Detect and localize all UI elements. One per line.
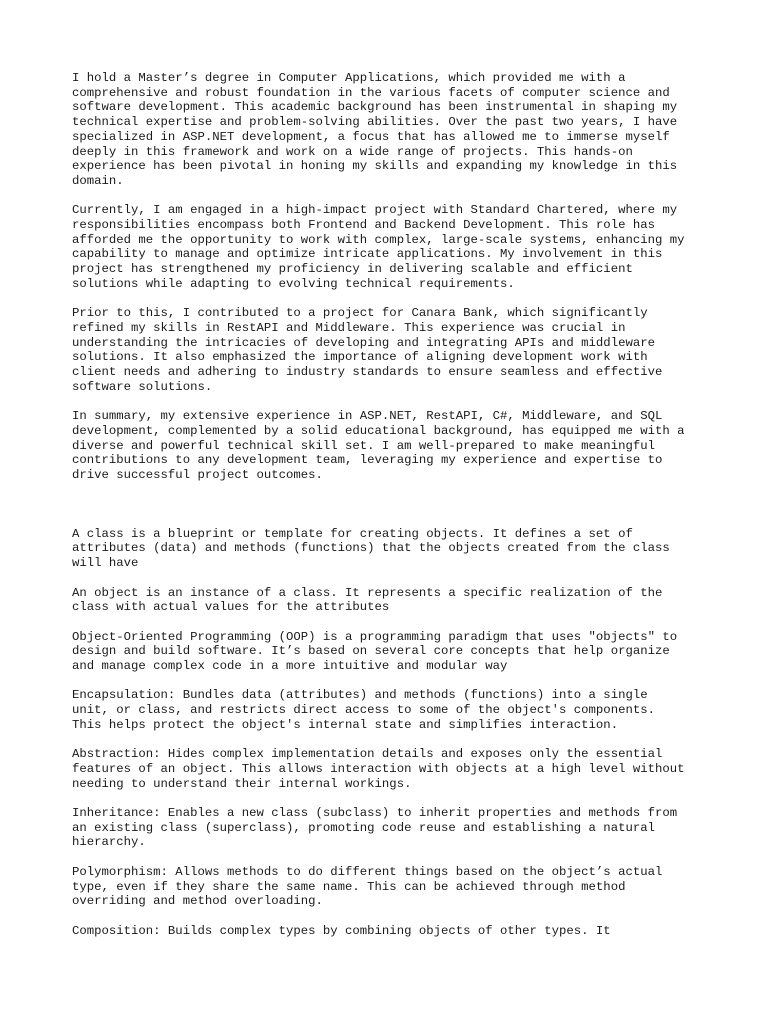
text-line: overriding and method overloading. — [72, 894, 323, 909]
text-line: client needs and adhering to industry standards to ensure seamless and effective — [72, 365, 663, 380]
text-line: I hold a Master’s degree in Computer Applications, which provided me with a — [72, 71, 626, 85]
oop-notes-section — [72, 527, 712, 939]
text-line: attributes (data) and methods (functions) that the objects created from the class — [72, 541, 670, 556]
paragraph-summary — [72, 409, 712, 483]
paragraph-education — [72, 71, 712, 189]
text-line: understanding the intricacies of developing and integrating APIs and middleware — [72, 335, 655, 350]
text-line: Polymorphism: Allows methods to do different things based on the object’s actual — [72, 864, 663, 879]
text-line: class with actual values for the attributes — [72, 600, 390, 615]
text-line: Currently, I am engaged in a high-impact project with Standard Chartered, where my — [72, 203, 678, 218]
text-line: This helps protect the object's internal state and simplifies interaction. — [72, 717, 619, 732]
experience-section — [72, 71, 712, 483]
text-line: afforded me the opportunity to work with complex, large-scale systems, enhancing my — [72, 232, 685, 247]
text-line: Composition: Builds complex types by combining objects of other types. It — [72, 923, 611, 938]
paragraph-inheritance — [72, 806, 712, 850]
text-line: Object-Oriented Programming (OOP) is a programming paradigm that uses "objects" to — [72, 629, 678, 644]
text-line: refined my skills in RestAPI and Middleware. This experience was crucial in — [72, 320, 626, 335]
text-line: A class is a blueprint or template for creating objects. It defines a set of — [72, 526, 633, 541]
text-line: needing to understand their internal workings. — [72, 776, 412, 791]
text-line: In summary, my extensive experience in ASP.NET, RestAPI, C#, Middleware, and SQL — [72, 409, 663, 424]
text-line: and manage complex code in a more intuitive and modular way — [72, 659, 508, 674]
text-line: experience has been pivotal in honing my skills and expanding my knowledge in this — [72, 159, 678, 174]
text-line: specialized in ASP.NET development, a focus that has allowed me to immerse myself — [72, 129, 670, 144]
text-line: diverse and powerful technical skill set. I am well-prepared to make meaningful — [72, 438, 655, 453]
text-line: Prior to this, I contributed to a project for Canara Bank, which significantly — [72, 306, 648, 321]
text-line: solutions while adapting to evolving technical requirements. — [72, 276, 515, 291]
text-line: An object is an instance of a class. It represents a specific realization of the — [72, 585, 663, 600]
text-line: type, even if they share the same name. This can be achieved through method — [72, 879, 626, 894]
text-line: design and build software. It’s based on several core concepts that help organize — [72, 644, 670, 659]
text-line: will have — [72, 556, 139, 571]
paragraph-polymorphism — [72, 865, 712, 909]
paragraph-encapsulation — [72, 688, 712, 732]
text-line: development, complemented by a solid educational background, has equipped me with a — [72, 423, 685, 438]
text-line: unit, or class, and restricts direct access to some of the object's components. — [72, 703, 655, 718]
text-line: an existing class (superclass), promoting code reuse and establishing a natural — [72, 820, 655, 835]
text-line: solutions. It also emphasized the importance of aligning development work with — [72, 350, 648, 365]
text-line: project has strengthened my proficiency in delivering scalable and efficient — [72, 262, 633, 277]
paragraph-oop-definition — [72, 630, 712, 674]
text-line: hierarchy. — [72, 835, 146, 850]
section-spacer — [72, 497, 712, 526]
paragraph-class-definition — [72, 527, 712, 571]
text-line: features of an object. This allows interaction with objects at a high level without — [72, 761, 685, 776]
text-line: software development. This academic background has been instrumental in shaping my — [72, 100, 678, 115]
text-line: Abstraction: Hides complex implementation details and exposes only the essential — [72, 747, 663, 762]
paragraph-composition — [72, 924, 712, 939]
text-line: capability to manage and optimize intricate applications. My involvement in this — [72, 247, 663, 262]
paragraph-current-project — [72, 203, 712, 291]
paragraph-abstraction — [72, 747, 712, 791]
paragraph-object-definition — [72, 586, 712, 615]
text-line: comprehensive and robust foundation in the various facets of computer science and — [72, 85, 670, 100]
text-line: deeply in this framework and work on a wide range of projects. This hands-on — [72, 144, 633, 159]
text-line: Inheritance: Enables a new class (subclass) to inherit properties and methods from — [72, 806, 678, 820]
text-line: Encapsulation: Bundles data (attributes) and methods (functions) into a single — [72, 688, 648, 703]
text-line: software solutions. — [72, 379, 213, 394]
document-body — [72, 71, 712, 953]
paragraph-prior-project — [72, 306, 712, 394]
text-line: domain. — [72, 173, 124, 188]
text-line: responsibilities encompass both Frontend and Backend Development. This role has — [72, 218, 655, 233]
text-line: technical expertise and problem-solving abilities. Over the past two years, I have — [72, 115, 678, 130]
text-line: drive successful project outcomes. — [72, 467, 323, 482]
text-line: contributions to any development team, leveraging my experience and expertise to — [72, 453, 663, 468]
